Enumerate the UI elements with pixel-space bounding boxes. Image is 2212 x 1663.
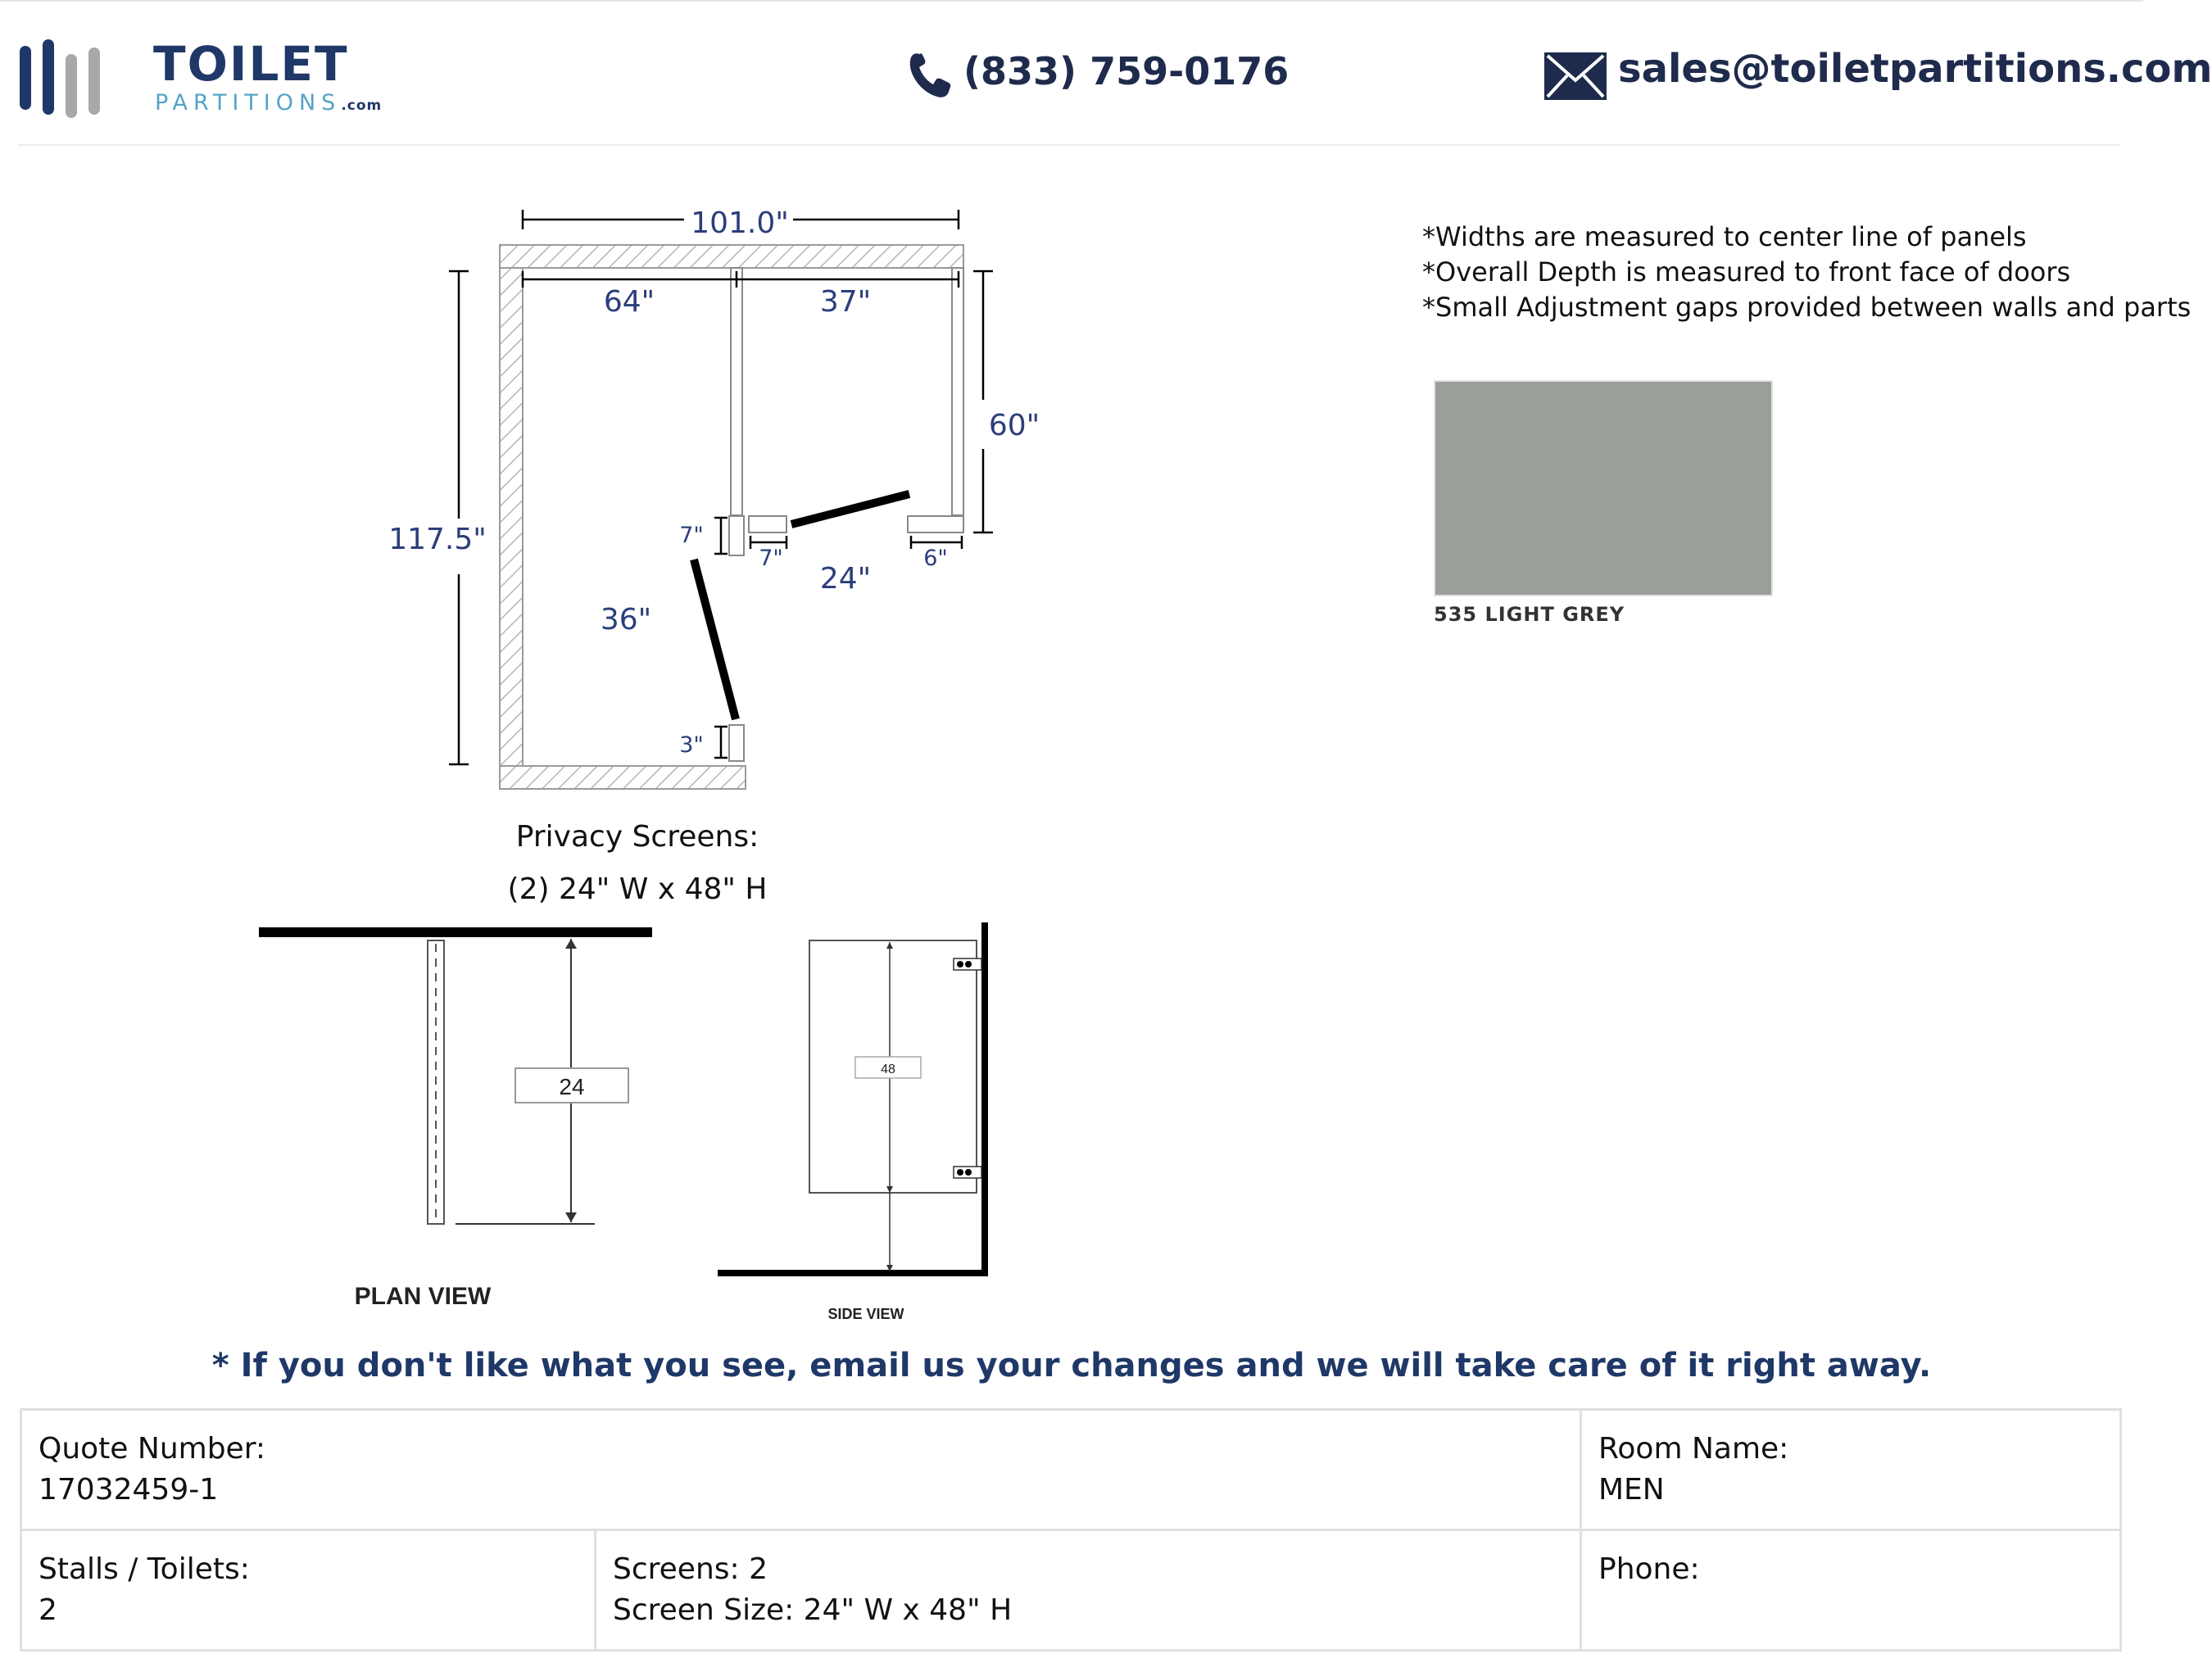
room-name-value: MEN: [1598, 1473, 1665, 1507]
screens-count: Screens: 2: [613, 1552, 768, 1586]
color-swatch: [1434, 380, 1773, 596]
dim-overall-width: 101.0": [691, 206, 789, 240]
note-line: *Overall Depth is measured to front face of doors: [1422, 256, 2071, 288]
note-line: *Small Adjustment gaps provided between walls and parts: [1422, 292, 2192, 323]
screen-size: Screen Size: 24" W x 48" H: [613, 1593, 1013, 1627]
logo-title: TOILET: [153, 36, 349, 92]
plan-view-diagram: [259, 932, 652, 1310]
email-address: sales@toiletpartitions.com: [1618, 46, 2212, 92]
dim-stall2-width: 37": [819, 285, 872, 319]
pilaster-d: [729, 725, 744, 761]
room-name-cell: [1581, 1410, 2121, 1530]
back-wall: [500, 245, 963, 268]
quote-info-table: [20, 1408, 2122, 1652]
pilaster-b: [749, 516, 786, 532]
stalls-value: 2: [39, 1593, 57, 1627]
stalls-label: Stalls / Toilets:: [39, 1552, 250, 1586]
dim-door-right: 24": [819, 562, 872, 596]
quote-number-cell: [21, 1410, 1581, 1530]
screens-cell: [596, 1530, 1581, 1651]
pilaster-a: [729, 516, 744, 555]
quote-number-label: Quote Number:: [39, 1432, 265, 1466]
color-swatch-label: 535 LIGHT GREY: [1434, 603, 1625, 626]
dim-panel-depth: 60": [988, 409, 1040, 442]
dim-pilaster-a: 7": [679, 523, 704, 548]
phone-cell: [1581, 1530, 2121, 1651]
dim-overall-depth: 117.5": [388, 523, 487, 556]
stalls-cell: [21, 1530, 596, 1651]
side-view-diagram: [718, 922, 988, 1322]
measurement-notes: [1422, 220, 2192, 325]
phone-label: Phone:: [1598, 1552, 1700, 1586]
phone-number: (833) 759-0176: [963, 49, 1290, 93]
change-request-tagline: * If you don't like what you see, email us your changes and we will take care of it right away.: [211, 1347, 1932, 1384]
privacy-screens-title: Privacy Screens:: [515, 820, 759, 854]
dim-door-left: 36": [600, 603, 652, 637]
dim-pilaster-c: 6": [923, 546, 948, 571]
dim-pilaster-d: 3": [679, 732, 704, 758]
middle-panel: [731, 268, 742, 515]
logo-subtitle-text: PARTITIONS: [155, 90, 342, 116]
door-right: [791, 494, 909, 524]
quote-number-value: 17032459-1: [39, 1473, 219, 1507]
note-line: *Widths are measured to center line of panels: [1422, 221, 2027, 252]
side-dimension: 48: [881, 1063, 895, 1076]
door-left: [694, 560, 736, 719]
plan-view-label: PLAN VIEW: [354, 1283, 492, 1310]
pilaster-c: [908, 516, 963, 532]
plan-dimension: 24: [559, 1074, 585, 1099]
side-wall: [500, 268, 523, 766]
privacy-screens-spec: (2) 24" W x 48" H: [507, 872, 768, 906]
room-name-label: Room Name:: [1598, 1432, 1789, 1466]
dim-stall1-width: 64": [603, 285, 655, 319]
right-panel: [952, 268, 963, 515]
dim-pilaster-b: 7": [759, 546, 783, 571]
side-view-label: SIDE VIEW: [827, 1306, 904, 1322]
bottom-wall: [500, 766, 746, 789]
logo-suffix: .com: [341, 97, 383, 114]
